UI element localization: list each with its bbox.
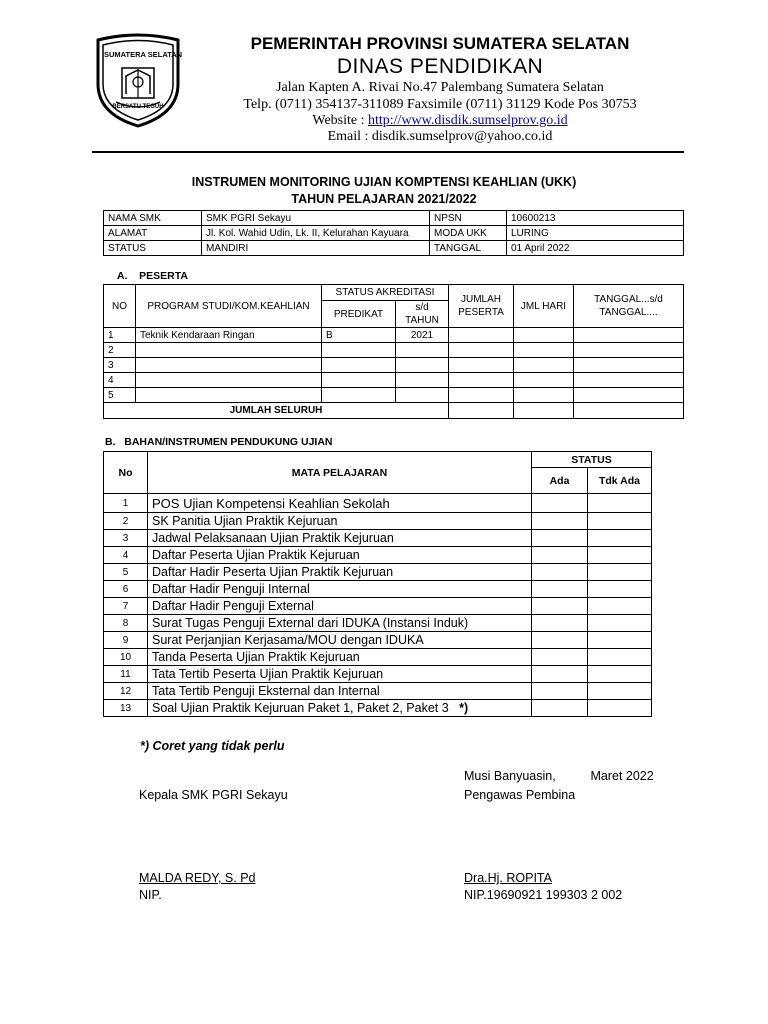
row-ada — [532, 632, 588, 649]
row-item-text: Soal Ujian Praktik Kejuruan Paket 1, Paket 2, Paket 3 — [152, 701, 449, 715]
row-no: 11 — [104, 666, 148, 683]
logo-bottom-text: BERSATU TEGUH — [112, 104, 164, 110]
row-ada — [532, 649, 588, 666]
header-jumlah-peserta: JUMLAH PESERTA — [449, 285, 514, 328]
row-jml-hari — [514, 373, 574, 388]
info-label-tanggal: TANGGAL — [430, 241, 507, 256]
row-ada — [532, 547, 588, 564]
table-row — [104, 513, 652, 530]
row-no: 9 — [104, 632, 148, 649]
info-value-moda: LURING — [507, 226, 684, 241]
header-sd-tahun: s/d TAHUN — [396, 301, 449, 328]
header-tdk-ada: Tdk Ada — [588, 468, 652, 494]
row-jml-hari — [514, 358, 574, 373]
participants-table — [103, 284, 684, 419]
row-predikat — [322, 358, 396, 373]
row-ada — [532, 598, 588, 615]
table-row — [104, 598, 652, 615]
row-jml-hari — [514, 388, 574, 403]
info-label-moda: MODA UKK — [430, 226, 507, 241]
row-predikat: B — [322, 328, 396, 343]
row-tahun — [396, 373, 449, 388]
row-tanggal — [574, 388, 684, 403]
row-program — [136, 343, 322, 358]
row-jumlah-peserta — [449, 388, 514, 403]
row-jumlah-peserta — [449, 373, 514, 388]
row-item: Tata Tertib Penguji Eksternal dan Internal — [148, 683, 532, 700]
row-predikat — [322, 388, 396, 403]
letterhead-website — [200, 113, 680, 129]
row-ada — [532, 564, 588, 581]
row-item: Jadwal Pelaksanaan Ujian Praktik Kejuruan — [148, 530, 532, 547]
left-signer-name: MALDA REDY, S. Pd — [139, 871, 256, 885]
left-signer-role: Kepala SMK PGRI Sekayu — [139, 788, 288, 802]
row-ada — [532, 700, 588, 717]
info-label-alamat: ALAMAT — [104, 226, 202, 241]
row-no: 10 — [104, 649, 148, 666]
info-label-nama-smk: NAMA SMK — [104, 211, 202, 226]
row-tahun — [396, 343, 449, 358]
info-value-npsn: 10600213 — [507, 211, 684, 226]
row-tanggal — [574, 328, 684, 343]
row-no: 3 — [104, 358, 136, 373]
header-mata-pelajaran: MATA PELAJARAN — [148, 452, 532, 494]
row-item: Surat Tugas Penguji External dari IDUKA (Instansi Induk) — [148, 615, 532, 632]
row-no: 12 — [104, 683, 148, 700]
footnote: *) Coret yang tidak perlu — [140, 739, 285, 753]
table-row — [104, 700, 652, 717]
row-no: 1 — [104, 328, 136, 343]
row-no: 3 — [104, 530, 148, 547]
table-row — [104, 547, 652, 564]
row-tdk-ada — [588, 530, 652, 547]
row-no: 5 — [104, 564, 148, 581]
row-tanggal — [574, 358, 684, 373]
row-no: 13 — [104, 700, 148, 717]
info-label-npsn: NPSN — [430, 211, 507, 226]
row-tdk-ada — [588, 615, 652, 632]
table-row — [104, 530, 652, 547]
website-label: Website : — [312, 113, 368, 128]
row-item: Surat Perjanjian Kerjasama/MOU dengan IDUKA — [148, 632, 532, 649]
header-ada: Ada — [532, 468, 588, 494]
table-row — [104, 632, 652, 649]
row-ada — [532, 666, 588, 683]
row-ada — [532, 494, 588, 513]
row-tanggal — [574, 373, 684, 388]
row-item: POS Ujian Kompetensi Keahlian Sekolah — [148, 494, 532, 513]
table-row — [104, 343, 684, 358]
header-status-akreditasi: STATUS AKREDITASI — [322, 285, 449, 301]
row-no: 7 — [104, 598, 148, 615]
row-item: SK Panitia Ujian Praktik Kejuruan — [148, 513, 532, 530]
letterhead-department: DINAS PENDIDIKAN — [336, 55, 544, 78]
letterhead-divider — [92, 151, 684, 153]
header-program: PROGRAM STUDI/KOM.KEAHLIAN — [136, 285, 322, 328]
table-row — [104, 581, 652, 598]
row-no: 4 — [104, 373, 136, 388]
info-label-status: STATUS — [104, 241, 202, 256]
website-link[interactable]: http://www.disdik.sumselprov.go.id — [368, 113, 568, 128]
row-program: Teknik Kendaraan Ringan — [136, 328, 322, 343]
info-value-tanggal: 01 April 2022 — [507, 241, 684, 256]
row-item: Daftar Hadir Peserta Ujian Praktik Kejuruan — [148, 564, 532, 581]
row-tdk-ada — [588, 683, 652, 700]
row-item: Daftar Hadir Penguji External — [148, 598, 532, 615]
letterhead-address: Jalan Kapten A. Rivai No.47 Palembang Sumatera Selatan — [276, 80, 604, 95]
total-row — [104, 403, 684, 419]
row-ada — [532, 513, 588, 530]
row-item-mark: *) — [459, 701, 469, 715]
document-year: TAHUN PELAJARAN 2021/2022 — [291, 192, 477, 206]
row-no: 2 — [104, 513, 148, 530]
row-no: 1 — [104, 494, 148, 513]
place-date: Musi Banyuasin, Maret 2022 — [464, 769, 654, 783]
table-row — [104, 666, 652, 683]
total-jumlah-peserta — [449, 403, 514, 419]
total-tanggal — [574, 403, 684, 419]
right-signer-name: Dra.Hj. ROPITA — [464, 871, 552, 885]
row-ada — [532, 615, 588, 632]
header-predikat: PREDIKAT — [322, 301, 396, 328]
row-tdk-ada — [588, 598, 652, 615]
row-jml-hari — [514, 328, 574, 343]
total-label: JUMLAH SELURUH — [104, 403, 449, 419]
section-b-title: B. BAHAN/INSTRUMEN PENDUKUNG UJIAN — [105, 436, 333, 448]
row-item — [148, 700, 532, 717]
row-tahun: 2021 — [396, 328, 449, 343]
section-a-title: A. PESERTA — [117, 270, 188, 282]
row-jumlah-peserta — [449, 358, 514, 373]
row-tdk-ada — [588, 700, 652, 717]
table-row — [104, 564, 652, 581]
letterhead-email: Email : disdik.sumselprov@yahoo.co.id — [327, 129, 553, 144]
row-ada — [532, 581, 588, 598]
row-predikat — [322, 373, 396, 388]
row-program — [136, 388, 322, 403]
row-tdk-ada — [588, 649, 652, 666]
school-info-table — [103, 210, 684, 256]
row-program — [136, 358, 322, 373]
row-tdk-ada — [588, 666, 652, 683]
province-logo — [92, 32, 184, 128]
materials-table — [103, 451, 652, 717]
info-value-nama-smk: SMK PGRI Sekayu — [202, 211, 430, 226]
row-ada — [532, 530, 588, 547]
info-value-status: MANDIRI — [202, 241, 430, 256]
right-signer-role: Pengawas Pembina — [464, 788, 576, 802]
row-jumlah-peserta — [449, 343, 514, 358]
row-item: Tata Tertib Peserta Ujian Praktik Kejuruan — [148, 666, 532, 683]
header-status: STATUS — [532, 452, 652, 468]
letterhead-phone: Telp. (0711) 354137-311089 Faxsimile (0711) 31129 Kode Pos 30753 — [243, 97, 637, 112]
row-jumlah-peserta — [449, 328, 514, 343]
row-tdk-ada — [588, 581, 652, 598]
row-no: 8 — [104, 615, 148, 632]
row-jml-hari — [514, 343, 574, 358]
row-no: 6 — [104, 581, 148, 598]
table-row — [104, 388, 684, 403]
table-row — [104, 683, 652, 700]
total-jml-hari — [514, 403, 574, 419]
row-tdk-ada — [588, 513, 652, 530]
document-title: INSTRUMEN MONITORING UJIAN KOMPTENSI KEAHLIAN (UKK) — [191, 175, 577, 189]
header-tanggal: TANGGAL...s/d TANGGAL.... — [574, 285, 684, 328]
row-item: Daftar Hadir Penguji Internal — [148, 581, 532, 598]
row-tahun — [396, 388, 449, 403]
info-value-alamat: Jl. Kol. Wahid Udin, Lk. II, Kelurahan Kayuara — [202, 226, 430, 241]
right-signer-nip: NIP.19690921 199303 2 002 — [464, 888, 623, 902]
row-no: 4 — [104, 547, 148, 564]
row-program — [136, 373, 322, 388]
row-item: Tanda Peserta Ujian Praktik Kejuruan — [148, 649, 532, 666]
table-row — [104, 649, 652, 666]
row-tdk-ada — [588, 547, 652, 564]
row-no: 5 — [104, 388, 136, 403]
row-item: Daftar Peserta Ujian Praktik Kejuruan — [148, 547, 532, 564]
letterhead-government: PEMERINTAH PROVINSI SUMATERA SELATAN — [250, 34, 630, 53]
row-tdk-ada — [588, 564, 652, 581]
row-no: 2 — [104, 343, 136, 358]
table-row — [104, 615, 652, 632]
table-row — [104, 373, 684, 388]
row-ada — [532, 683, 588, 700]
header-jml-hari: JML HARI — [514, 285, 574, 328]
left-signer-nip: NIP. — [139, 888, 162, 902]
row-tdk-ada — [588, 494, 652, 513]
row-predikat — [322, 343, 396, 358]
table-row — [104, 328, 684, 343]
header-no: NO — [104, 285, 136, 328]
table-row — [104, 358, 684, 373]
row-tahun — [396, 358, 449, 373]
row-tanggal — [574, 343, 684, 358]
header-no: No — [104, 452, 148, 494]
table-row — [104, 494, 652, 513]
logo-top-text: SUMATERA SELATAN — [104, 50, 183, 59]
row-tdk-ada — [588, 632, 652, 649]
